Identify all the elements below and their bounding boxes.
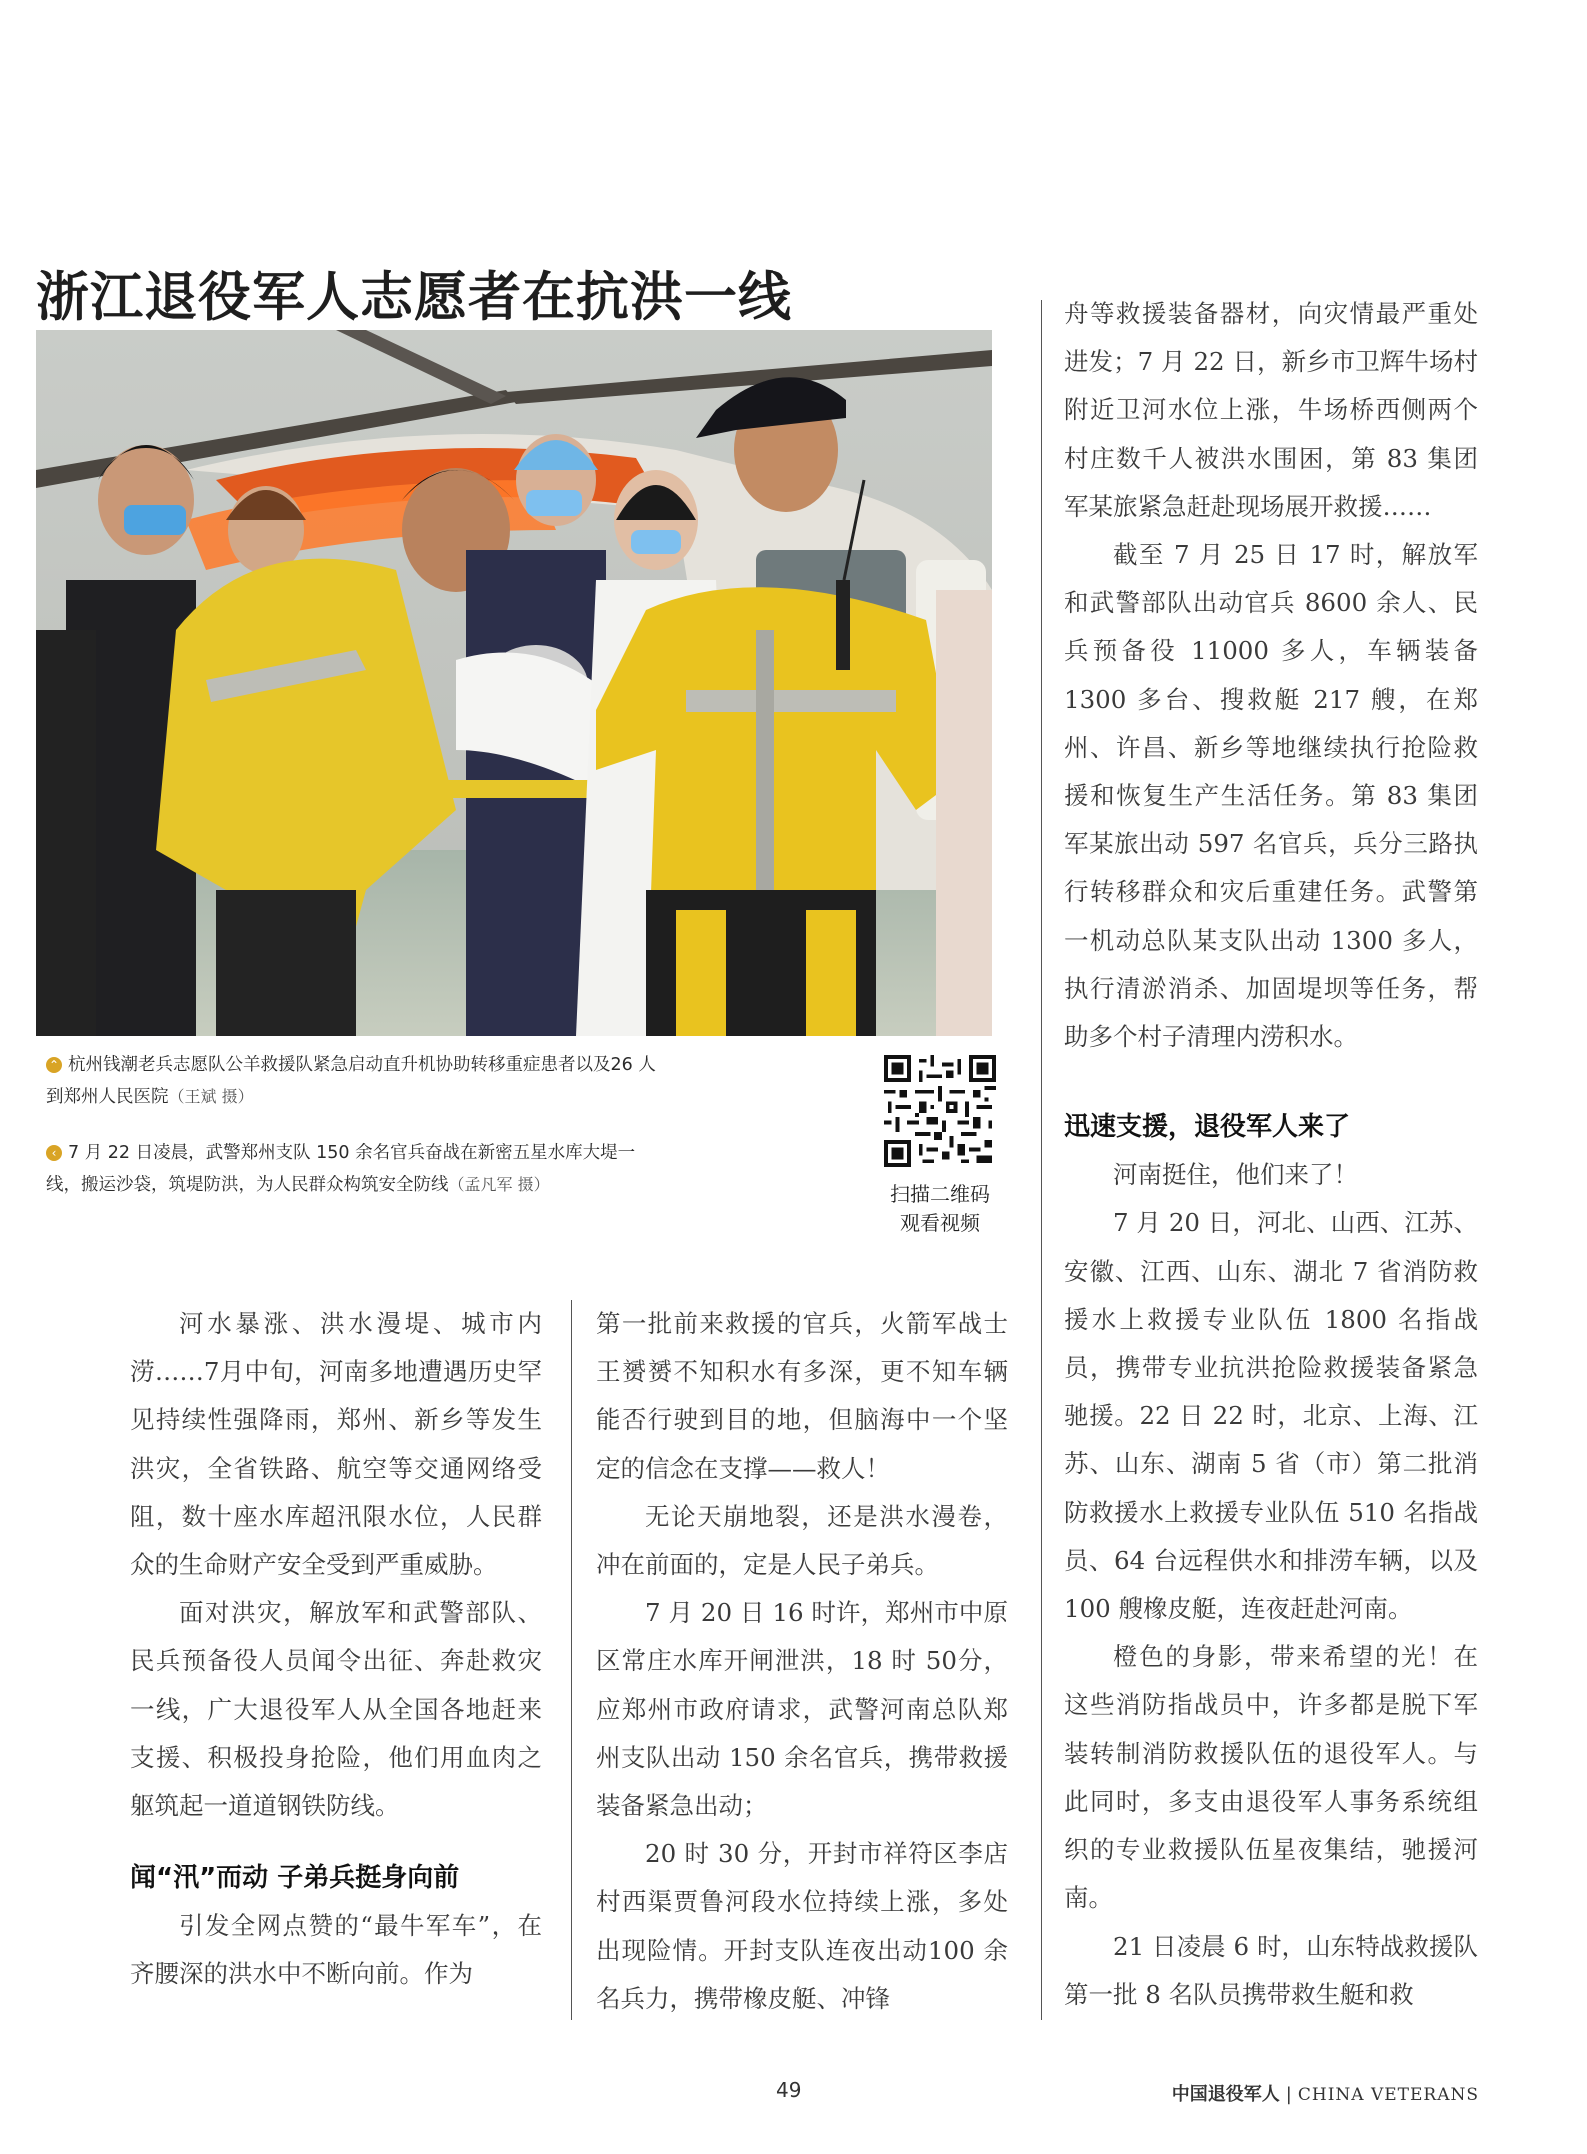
masthead-separator: | — [1285, 2084, 1292, 2105]
rescue-photo — [36, 330, 992, 1036]
col3-paragraph: 截至 7 月 25 日 17 时，解放军和武警部队出动官兵 8600 余人、民兵预备役 11000 多人，车辆装备 1300 多台、搜救艇 217 艘，在郑州、许昌、新乡等地继续执行抢险救援和恢复生产生活任务。第 83 集团军某旅出动 597 名官兵，兵分三路执行转移群众和灾后重建任务。武警第一机动总队某支队出动 1300 多人，执行清淤消杀、加固堤坝等任务，帮助多个村子清理内涝积水。 — [1064, 540, 1478, 1052]
magazine-masthead — [1172, 2080, 1479, 2106]
caption-arrow-up-icon: ⌃ — [46, 1057, 62, 1073]
column-divider — [571, 1300, 572, 2020]
photo-caption-1 — [46, 1050, 666, 1113]
col1-paragraph: 河水暴涨、洪水漫堤、城市内涝……7月中旬，河南多地遭遇历史罕见持续性强降雨，郑州、新乡等发生洪灾，全省铁路、航空等交通网络受阻，数十座水库超汛限水位，人民群众的生命财产安全受到严重威胁。 — [130, 1309, 542, 1580]
col3-paragraph: 7 月 20 日，河北、山西、江苏、安徽、江西、山东、湖北 7 省消防救援水上救援专业队伍 1800 名指战员，携带专业抗洪抢险救援装备紧急驰援。22 日 22 时，北京、上海、江苏、山东、湖南 5 省（市）第二批消防救援水上救援专业队伍 510 名指战员、64 台远程供水和排涝车辆，以及 100 艘橡皮艇，连夜赶赴河南。 — [1064, 1208, 1478, 1624]
qr-label-line2: 观看视频 — [900, 1211, 980, 1235]
magazine-name-cn: 中国退役军人 — [1171, 2084, 1280, 2105]
col3-paragraph: 河南挺住，他们来了！ — [1113, 1160, 1358, 1190]
page-number: 49 — [776, 2078, 802, 2102]
photo-caption-2 — [46, 1138, 666, 1201]
caption-1-credit: （王斌 摄） — [168, 1087, 254, 1106]
qr-label-line1: 扫描二维码 — [890, 1182, 990, 1206]
column-1 — [130, 1300, 542, 1999]
section-heading-1: 闻“汛”而动 子弟兵挺身向前 — [130, 1863, 460, 1894]
col3-paragraph: 橙色的身影，带来希望的光！在这些消防指战员中，许多都是脱下军装转制消防救援队伍的退役军人。与此同时，多支由退役军人事务系统组织的专业救援队伍星夜集结，驰援河南。 — [1064, 1642, 1478, 1913]
caption-2-text: 7 月 22 日凌晨，武警郑州支队 150 余名官兵奋战在新密五星水库大堤一线，搬运沙袋，筑堤防洪，为人民群众构筑安全防线 — [46, 1143, 636, 1195]
col2-paragraph: 第一批前来救援的官兵，火箭军战士王赟赟不知积水有多深，更不知车辆能否行驶到目的地，但脑海中一个坚定的信念在支撑——救人！ — [596, 1309, 1008, 1483]
caption-arrow-left-icon: ‹ — [46, 1145, 62, 1161]
col1-paragraph: 引发全网点赞的“最牛军车”，在齐腰深的洪水中不断向前。作为 — [130, 1911, 542, 1989]
caption-2-credit: （孟凡军 摄） — [448, 1175, 550, 1194]
section-heading-2: 迅速支援，退役军人来了 — [1064, 1112, 1351, 1143]
col3-paragraph: 舟等救援装备器材，向灾情最严重处进发；7 月 22 日，新乡市卫辉牛场村附近卫河水位上涨，牛场桥西侧两个村庄数千人被洪水围困，第 83 集团军某旅紧急赶赴现场展开救援…… — [1064, 299, 1478, 521]
col2-paragraph: 无论天崩地裂，还是洪水漫卷，冲在前面的，定是人民子弟兵。 — [596, 1501, 1008, 1580]
qr-code[interactable] — [884, 1055, 996, 1167]
column-2 — [596, 1300, 1008, 2023]
caption-1-text: 杭州钱潮老兵志愿队公羊救援队紧急启动直升机协助转移重症患者以及26 人到郑州人民医院 — [46, 1055, 656, 1107]
col1-paragraph: 面对洪灾，解放军和武警部队、民兵预备役人员闻令出征、奔赴救灾一线，广大退役军人从全国各地赶来支援、积极投身抢险，他们用血肉之躯筑起一道道钢铁防线。 — [130, 1598, 542, 1821]
magazine-name-en: CHINA VETERANS — [1297, 2085, 1479, 2105]
column-divider — [1041, 300, 1042, 2020]
col2-paragraph: 7 月 20 日 16 时许，郑州市中原区常庄水库开闸泄洪，18 时 50分，应郑州市政府请求，武警河南总队郑州支队出动 150 余名官兵，携带救援装备紧急出动； — [596, 1598, 1008, 1821]
qr-label — [860, 1180, 1020, 1238]
article-title: 浙江退役军人志愿者在抗洪一线 — [36, 267, 792, 328]
col2-paragraph: 20 时 30 分，开封市祥符区李店村西渠贾鲁河段水位持续上涨，多处出现险情。开封支队连夜出动100 余名兵力，携带橡皮艇、冲锋 — [596, 1839, 1008, 2013]
col3-paragraph: 21 日凌晨 6 时，山东特战救援队第一批 8 名队员携带救生艇和救 — [1064, 1931, 1478, 2009]
column-3 — [1064, 290, 1478, 2019]
rescue-photo-illustration — [36, 330, 992, 1036]
